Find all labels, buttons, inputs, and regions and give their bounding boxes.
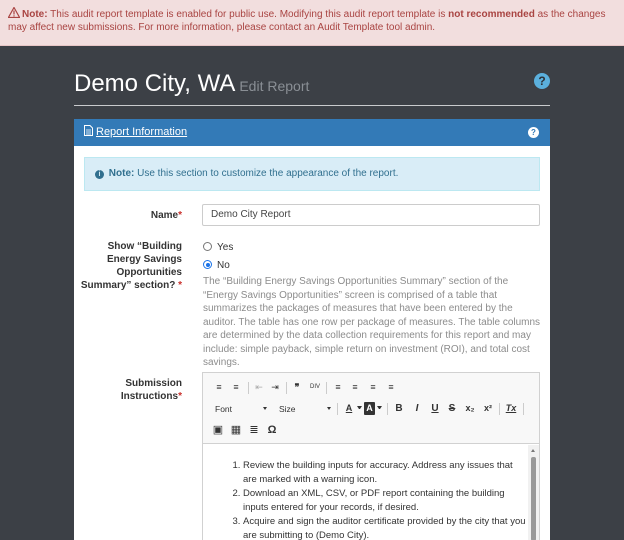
toolbar-divider (286, 382, 287, 394)
toolbar-divider (326, 382, 327, 394)
strikethrough-icon[interactable]: S (448, 403, 456, 414)
rich-text-editor (202, 372, 540, 540)
radio-yes-circle[interactable] (203, 242, 212, 251)
name-input[interactable]: Demo City Report (202, 204, 540, 226)
chevron-down-icon[interactable] (357, 406, 362, 411)
chevron-down-icon (327, 407, 331, 410)
create-div-icon[interactable]: DIV (309, 384, 320, 390)
table-icon[interactable]: ▦ (230, 424, 242, 436)
info-note-text: Use this section to customize the appearance of the report. (134, 168, 399, 179)
question-circle-icon[interactable]: ? (534, 73, 550, 89)
name-label: Name* (150, 210, 182, 221)
chevron-down-icon (263, 407, 267, 410)
radio-yes[interactable] (203, 242, 233, 253)
bulleted-list-icon[interactable]: ≡ (233, 382, 239, 392)
align-left-icon[interactable]: ≡ (335, 382, 341, 392)
toolbar-divider (499, 403, 500, 415)
horizontal-line-icon[interactable]: ≣ (249, 424, 259, 436)
panel-help-icon[interactable]: ? (528, 127, 539, 138)
italic-icon[interactable]: I (415, 403, 419, 414)
document-icon (84, 125, 93, 136)
toolbar-divider (337, 403, 338, 415)
info-note (84, 157, 540, 191)
instructions-label: Submission Instructions* (120, 378, 182, 402)
size-dropdown[interactable]: Size (279, 402, 331, 416)
blockquote-icon[interactable]: ❞ (294, 382, 300, 392)
numbered-list-icon[interactable]: ≡ (216, 382, 222, 392)
scroll-up-icon[interactable] (531, 449, 535, 452)
font-dropdown[interactable]: Font (215, 402, 267, 416)
subscript-icon[interactable]: x₂ (465, 403, 475, 413)
indent-icon[interactable]: ⇥ (271, 382, 279, 392)
radio-no-circle[interactable] (203, 260, 212, 269)
outdent-icon[interactable]: ⇤ (255, 382, 263, 392)
editor-content[interactable] (203, 445, 528, 540)
chevron-down-icon[interactable] (377, 406, 382, 411)
alert-note-label: Note: (22, 9, 48, 20)
list-item: 2. Download an XML, CSV, or PDF report containing the building inputs entered for your records, if desired. (243, 487, 528, 514)
superscript-icon[interactable]: x² (483, 403, 492, 413)
instructions-list (233, 459, 528, 540)
page-header (74, 70, 550, 106)
info-note-label: Note: (108, 168, 135, 179)
panel-header[interactable] (74, 119, 550, 146)
image-icon[interactable]: ▣ (212, 424, 224, 436)
show-summary-label: Show “Building Energy Savings Opportunities Summary” section? * (80, 241, 182, 291)
special-character-icon[interactable]: Ω (267, 424, 277, 436)
show-summary-help: The “Building Energy Savings Opportunities Summary” section of the “Energy Savings Opportunities” screen is comprised of a table that summarizes the packages of measures that have been entered by the auditor. The table has one row per package of measures. The table columns are determined by the data collection requirements for this report and may include: simple payback, simple return on investment (ROI), and total cost savings. (203, 276, 541, 368)
panel-title[interactable]: Report Information (96, 126, 188, 138)
editor-toolbar (203, 373, 539, 444)
align-right-icon[interactable]: ≡ (370, 382, 376, 392)
radio-yes-label: Yes (217, 242, 234, 253)
underline-icon[interactable]: U (431, 403, 439, 414)
alert-text-before: This audit report template is enabled for public use. Modifying this audit report template is (47, 9, 449, 20)
align-center-icon[interactable]: ≡ (352, 382, 358, 392)
justify-icon[interactable]: ≡ (388, 382, 394, 392)
warning-triangle-icon (8, 7, 20, 18)
editor-scrollbar[interactable] (528, 445, 539, 540)
bold-icon[interactable]: B (395, 403, 403, 414)
remove-format-icon[interactable]: Tx (505, 403, 517, 413)
background-color-icon[interactable]: A (364, 402, 375, 415)
text-color-icon[interactable]: A (345, 403, 353, 413)
radio-no-label: No (217, 260, 230, 271)
report-information-panel (74, 119, 550, 540)
list-item: 1. Review the building inputs for accuracy. Address any issues that are marked with a warning icon. (243, 459, 528, 486)
scrollbar-thumb[interactable] (531, 457, 536, 540)
radio-no[interactable] (203, 260, 230, 271)
alert-emphasis: not recommended (448, 9, 535, 20)
list-item: 3. Acquire and sign the auditor certificate provided by the city that you are submitting to (Demo City). (243, 515, 528, 540)
info-circle-icon: i (95, 170, 104, 179)
toolbar-divider (387, 403, 388, 415)
toolbar-divider (248, 382, 249, 394)
alert-text-after: as the changes may affect new submissions. For more information, please contact an Audit Template tool admin. (8, 9, 606, 33)
page-title: Demo City, WA (74, 70, 236, 97)
toolbar-divider (523, 403, 524, 415)
page-subtitle: Edit Report (239, 78, 310, 94)
public-template-warning (0, 0, 624, 46)
